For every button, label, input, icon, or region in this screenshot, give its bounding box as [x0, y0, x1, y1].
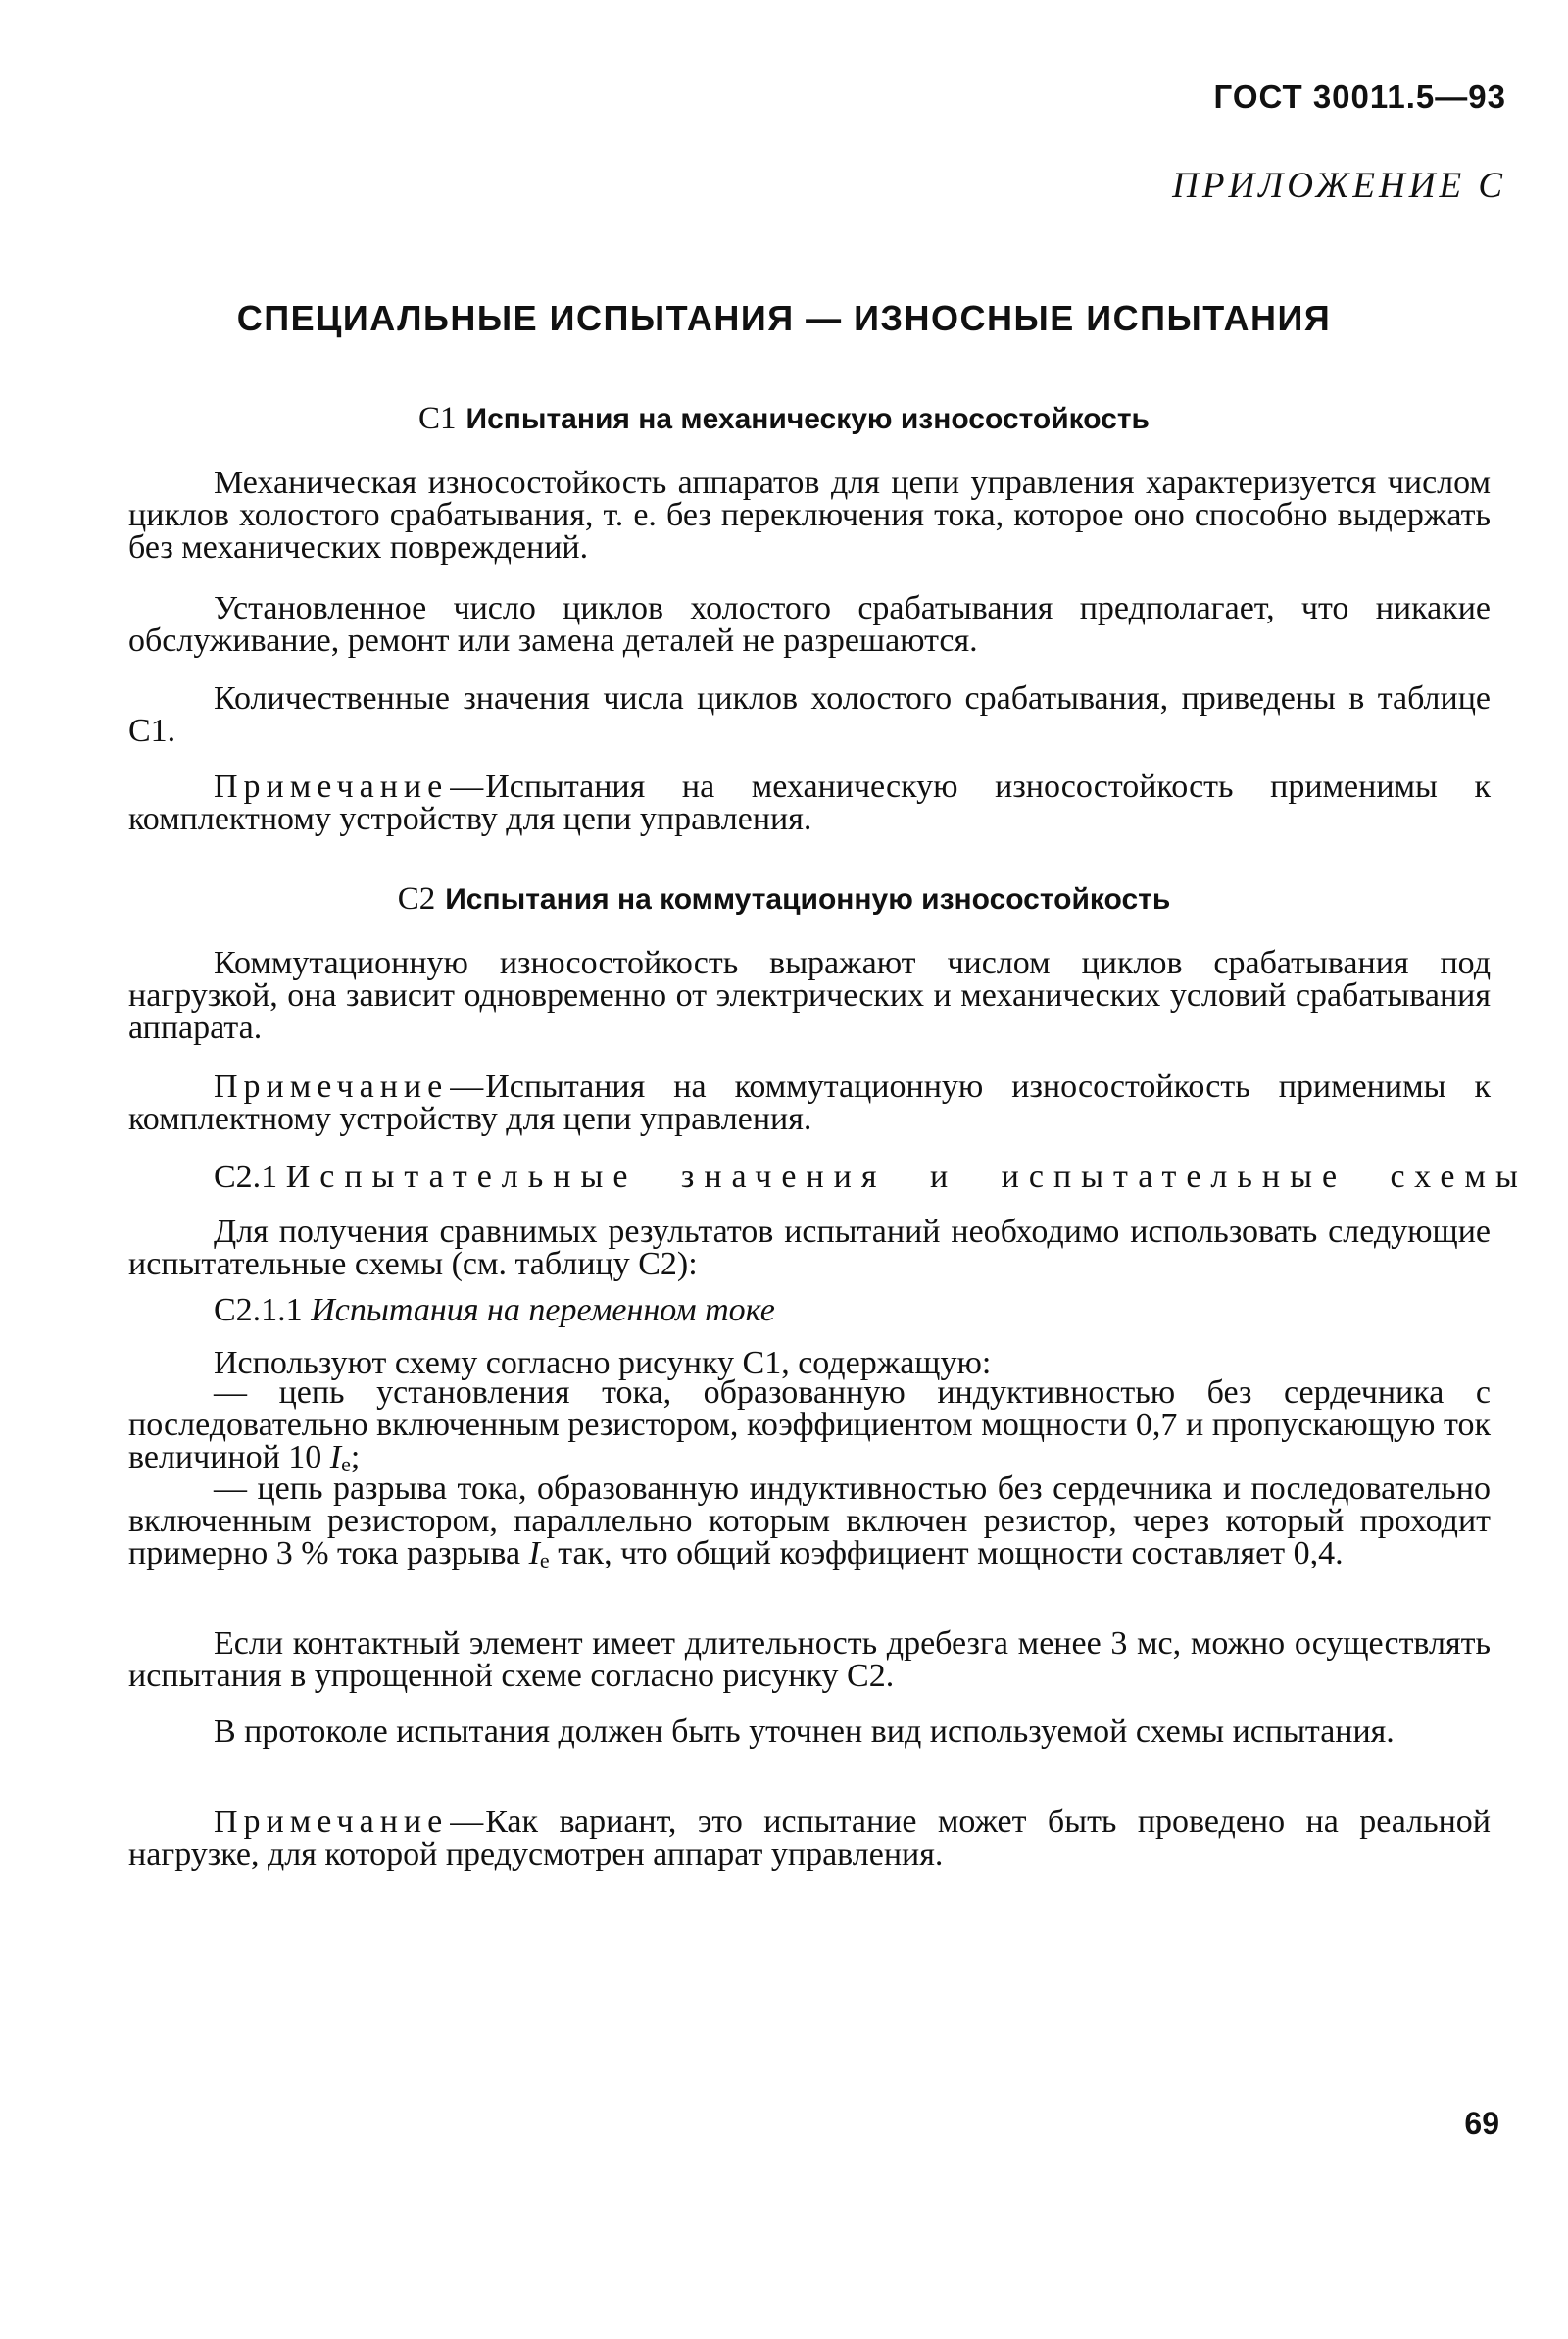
list-item-text: — цепь разрыва тока, образованную индуктивностью без сердечника и последовательно включенным резистором, параллельно которым включен резистор, через который проходит примерно 3 % тока разрыва — [128, 1470, 1491, 1571]
note-label: Примечание — [214, 1069, 449, 1105]
section-c211-intro: Используют схему согласно рисунку C1, содержащую: — [214, 1345, 992, 1381]
note-dash: — — [450, 769, 484, 805]
section-c2-note — [128, 1070, 1491, 1135]
rated-current-symbol: I — [329, 1439, 342, 1475]
section-c21-title: Испытательные значения и испытательные схемы — [285, 1159, 1528, 1195]
note-text: Как вариант, это испытание может быть проведено на реальной нагрузке, для которой предусмотрен аппарат управления. — [128, 1804, 1491, 1872]
note-text: Испытания на коммутационную износостойкость применимы к комплектному устройству для цепи управления. — [128, 1069, 1491, 1137]
rated-current-subscript: e — [341, 1452, 351, 1476]
rated-current-subscript: e — [539, 1548, 550, 1572]
section-c1-paragraph-1: Механическая износостойкость аппаратов для цепи управления характеризуется числом циклов холостого срабатывания, т. е. без переключения тока, которое оно способно выдержать без механических повреждений. — [128, 465, 1491, 566]
section-c21-heading — [214, 1159, 1528, 1196]
section-c211-heading — [214, 1292, 775, 1329]
rated-current-symbol: I — [528, 1535, 540, 1571]
page-number: 69 — [1464, 2106, 1499, 2141]
note-dash: — — [450, 1069, 484, 1105]
appendix-label: ПРИЛОЖЕНИЕ С — [1172, 166, 1506, 206]
list-item-end: ; — [350, 1439, 361, 1475]
list-item-text: — цепь установления тока, образованную индуктивностью без сердечника с последовательно включенным резистором, коэффициентом мощности 0,7 и пропускающую ток величиной 10 — [128, 1374, 1491, 1475]
section-c2-number: C2 — [397, 881, 436, 917]
section-c1-heading — [0, 400, 1568, 437]
section-c1-number: C1 — [417, 401, 457, 436]
section-c2-title: Испытания на коммутационную износостойкость — [445, 883, 1171, 916]
note-text: Испытания на механическую износостойкость применимы к комплектному устройству для цепи управления. — [128, 769, 1491, 837]
section-c211-number: C2.1.1 — [214, 1292, 303, 1328]
section-c1-note — [128, 771, 1491, 835]
note-dash: — — [450, 1804, 484, 1840]
note-label: Примечание — [214, 769, 449, 805]
note-label: Примечание — [214, 1804, 449, 1840]
list-item-current-breaking-circuit — [128, 1472, 1491, 1576]
section-c1-title: Испытания на механическую износостойкость — [466, 403, 1150, 435]
list-item-end: так, что общий коэффициент мощности составляет 0,4. — [558, 1535, 1344, 1571]
section-c21-number: C2.1 — [214, 1159, 278, 1195]
section-c21-paragraph-1: Для получения сравнимых результатов испытаний необходимо использовать следующие испытательные схемы (см. таблицу C2): — [128, 1214, 1491, 1282]
section-c2-heading — [0, 880, 1568, 918]
section-c2-paragraph-1: Коммутационную износостойкость выражают числом циклов срабатывания под нагрузкой, она зависит одновременно от электрических и механических условий срабатывания аппарата. — [128, 945, 1491, 1046]
document-code: ГОСТ 30011.5—93 — [1213, 78, 1506, 115]
section-c211-paragraph-2: Если контактный элемент имеет длительность дребезга менее 3 мс, можно осуществлять испытания в упрощенной схеме согласно рисунку C2. — [128, 1625, 1491, 1694]
section-c1-paragraph-2: Установленное число циклов холостого срабатывания предполагает, что никакие обслуживание, ремонт или замена деталей не разрешаются. — [128, 590, 1491, 659]
section-c1-paragraph-3: Количественные значения числа циклов холостого срабатывания, приведены в таблице C1. — [128, 680, 1491, 749]
list-item-current-making-circuit — [128, 1376, 1491, 1480]
section-c211-title: Испытания на переменном токе — [311, 1292, 775, 1328]
page-title: СПЕЦИАЛЬНЫЕ ИСПЫТАНИЯ — ИЗНОСНЫЕ ИСПЫТАНИЯ — [236, 298, 1332, 338]
section-c211-paragraph-3: В протоколе испытания должен быть уточнен вид используемой схемы испытания. — [214, 1714, 1395, 1750]
section-c211-note — [128, 1806, 1491, 1870]
